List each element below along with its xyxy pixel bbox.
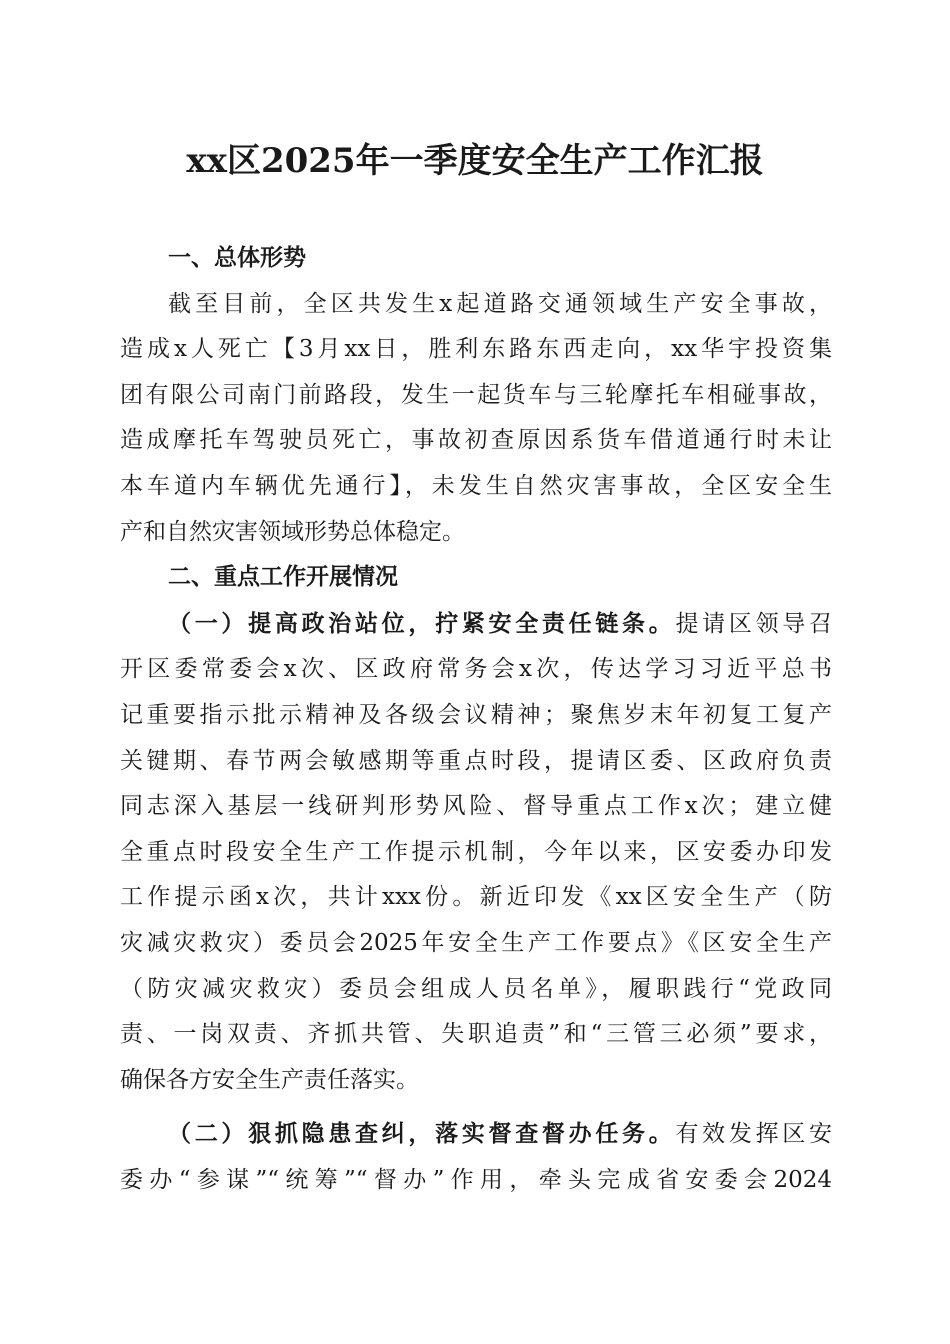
paragraph-line: 同志深入基层一线研判形势风险、督导重点工作x次；建立健: [120, 793, 832, 820]
paragraph-line: 工作提示函x次，共计xxx份。新近印发《xx区安全生产（防: [120, 884, 832, 911]
paragraph-line: 本车道内车辆优先通行】，未发生自然灾害事故，全区安全生: [120, 472, 832, 499]
paragraph-line: 委办“参谋”“统筹”“督办”作用，牵头完成省安委会2024: [120, 1166, 832, 1193]
paragraph-line: 产和自然灾害领域形势总体稳定。: [120, 518, 465, 545]
paragraph-line: [120, 1111, 832, 1158]
paragraph-line: 责、一岗双责、齐抓共管、失职追责”和“三管三必须”要求，: [120, 1021, 832, 1048]
paragraph-line: [120, 601, 832, 648]
paragraph-line: 全重点时段安全生产工作提示机制，今年以来，区安委办印发: [120, 838, 832, 865]
paragraph-spacer: [120, 1103, 832, 1111]
paragraph-line: 造成x人死亡【3月xx日，胜利东路东西走向，xx华宇投资集: [120, 336, 832, 363]
paragraph-line: 记重要指示批示精神及各级会议精神；聚焦岁末年初复工复产: [120, 701, 832, 728]
section-heading-key-work: 二、重点工作开展情况: [168, 564, 398, 591]
paragraph-line: 灾减灾救灾）委员会2025年安全生产工作要点》《区安全生产: [120, 929, 832, 956]
paragraph-line: 确保各方安全生产责任落实。: [120, 1066, 419, 1093]
item-1-lead: （一）提高政治站位，拧紧安全责任链条。: [168, 609, 676, 637]
item-2-lead: （二）狠抓隐患查纠，落实督查督办任务。: [168, 1120, 676, 1148]
paragraph-item-2: [120, 1111, 832, 1203]
item-1-first-line-rest: 提请区领导召: [675, 610, 833, 637]
document-title: xx区2025年一季度安全生产工作汇报: [186, 141, 764, 181]
paragraph-item-1: [120, 601, 832, 1104]
paragraph-overall-situation: [120, 282, 832, 556]
paragraph-line: （防灾减灾救灾）委员会组成人员名单》，履职践行“党政同: [120, 975, 832, 1002]
section-heading-overall-situation: 一、总体形势: [168, 245, 306, 271]
paragraph-line: 截至目前，全区共发生x起道路交通领域生产安全事故，: [168, 290, 832, 317]
paragraph-line: 开区委常委会x次、区政府常务会x次，传达学习习近平总书: [120, 656, 832, 683]
document-body: [120, 236, 832, 1203]
paragraph-line: 团有限公司南门前路段，发生一起货车与三轮摩托车相碰事故，: [120, 381, 832, 408]
paragraph-line: 关键期、春节两会敏感期等重点时段，提请区委、区政府负责: [120, 747, 832, 774]
paragraph-line: 造成摩托车驾驶员死亡，事故初查原因系货车借道通行时未让: [120, 427, 832, 454]
item-2-first-line-rest: 有效发挥区安: [675, 1121, 833, 1148]
